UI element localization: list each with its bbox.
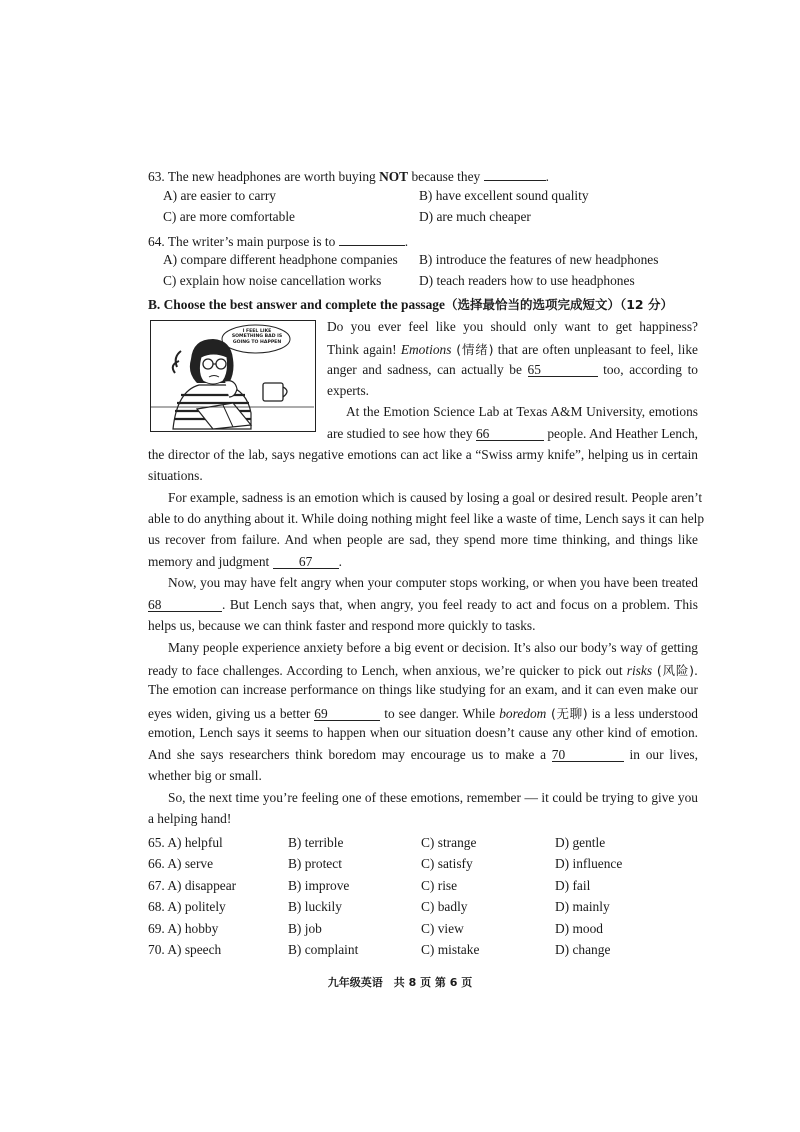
passage-gloss-boredom: (无聊): [546, 706, 588, 721]
blank-70: 70: [552, 747, 624, 762]
answer-66-option-a: 66. A) serve: [148, 856, 214, 872]
passage-line-9: For example, sadness is an emotion which is caused by losing a goal or desired result. People aren’t: [168, 490, 703, 505]
illustration-worried-reader: [150, 320, 316, 432]
passage-line-1: Do you ever feel like you should only want to get happiness?: [327, 319, 698, 334]
answer-70-option-a: 70. A) speech: [148, 942, 222, 957]
passage-line-7: the director of the lab, says negative emotions can act like a “Swiss army knife”, helping us in certain: [148, 447, 698, 462]
answer-67-option-a: 67. A) disappear: [148, 877, 237, 893]
passage-line-3: [327, 362, 698, 378]
answer-69-option-d: D) mood: [555, 920, 603, 936]
q64-option-d: D) teach readers how to use headphones: [419, 273, 635, 288]
speech-bubble-text: I FEEL LIKE SOMETHING BAD IS GOING TO HAPPEN: [231, 329, 283, 345]
passage-line-6: [327, 426, 698, 442]
answer-66-option-b: B) protect: [288, 856, 342, 872]
passage-line-10: able to do anything about it. While doing nothing might feel like a waste of time, Lench says it can help: [148, 511, 705, 526]
q64-option-a: A) compare different headphone companies: [163, 252, 398, 267]
passage-word-risks: risks: [626, 663, 653, 678]
answer-70-option-c: C) mistake: [421, 942, 480, 957]
passage-gloss-emotions: (情绪): [451, 342, 494, 357]
passage-word-boredom: boredom: [499, 706, 547, 721]
q64-option-c: C) explain how noise cancellation works: [163, 273, 382, 288]
answer-69-option-c: C) view: [421, 920, 464, 936]
passage-line-19-c: is a less understood: [587, 706, 698, 721]
passage-line-13: Now, you may have felt angry when your computer stops working, or when you have been treated: [168, 575, 698, 590]
q63-option-d: D) are much cheaper: [419, 209, 531, 224]
answer-66-option-c: C) satisfy: [421, 856, 473, 872]
passage-line-12-a: memory and judgment: [148, 554, 270, 569]
passage-line-17-a: ready to face challenges. According to Lench, when anxious, we’re quicker to pick out: [148, 663, 627, 678]
q63-option-c: C) are more comfortable: [163, 209, 295, 224]
passage-line-15: helps us, because we can think faster and respond more quickly to tasks.: [148, 618, 536, 633]
section-b-title: B. Choose the best answer and complete the passage: [148, 297, 445, 312]
question-63: [148, 166, 549, 185]
passage-word-emotions: Emotions: [400, 342, 452, 357]
q64-end: .: [404, 234, 409, 249]
passage-line-21-a: And she says researchers think boredom may encourage us to make a: [148, 747, 547, 762]
question-64: [148, 231, 408, 250]
passage-line-19-a: eyes widen, giving us a better: [148, 706, 311, 721]
blank-66: 66: [476, 426, 544, 441]
passage-line-22: whether big or small.: [148, 768, 262, 783]
passage-line-18: The emotion can increase performance on things like studying for an exam, and it can even make our: [148, 682, 698, 697]
q64-option-b: B) introduce the features of new headphones: [419, 252, 659, 267]
passage-line-11: us recover from failure. And when people are sad, they spend more time thinking, and things like: [148, 532, 698, 547]
answer-65-option-b: B) terrible: [288, 835, 344, 850]
passage-line-2-b: that are often unpleasant to feel, like: [493, 342, 698, 357]
q63-blank: [484, 166, 546, 181]
passage-line-20: emotion, Lench says it seems to happen when our situation doesn’t cause any other kind of emotion.: [148, 725, 698, 740]
passage-line-12: [148, 554, 342, 570]
answer-68-option-b: B) luckily: [288, 899, 342, 915]
passage-line-3-b: too, according to: [603, 362, 698, 377]
passage-line-2: [327, 340, 698, 358]
answer-67-option-b: B) improve: [288, 877, 350, 893]
passage-line-2-a: Think again!: [327, 342, 401, 357]
answer-68-option-c: C) badly: [421, 899, 468, 915]
q64-blank: [339, 231, 405, 246]
blank-69: 69: [314, 706, 380, 721]
answer-67-option-d: D) fail: [555, 877, 591, 893]
q64-stem: 64. The writer’s main purpose is to: [148, 234, 336, 249]
q63-option-a: A) are easier to carry: [163, 188, 277, 203]
passage-line-24: a helping hand!: [148, 811, 232, 826]
passage-line-19: [148, 704, 698, 722]
passage-line-8: situations.: [148, 468, 203, 483]
passage-line-3-a: anger and sadness, can actually be: [327, 362, 522, 377]
blank-67: 67: [273, 554, 339, 569]
passage-line-14: [148, 597, 698, 613]
answer-66-option-d: D) influence: [555, 856, 623, 872]
passage-line-21-b: in our lives,: [629, 747, 698, 762]
q63-not: NOT: [379, 169, 409, 184]
answer-65-option-a: 65. A) helpful: [148, 835, 223, 850]
q63-stem-post: because they: [408, 169, 481, 184]
passage-line-4: experts.: [327, 383, 370, 398]
blank-65: 65: [528, 362, 598, 377]
passage-line-5: At the Emotion Science Lab at Texas A&M University, emotions: [346, 404, 698, 419]
q63-stem-pre: 63. The new headphones are worth buying: [148, 169, 380, 184]
q63-option-b: B) have excellent sound quality: [419, 188, 589, 203]
answer-65-option-d: D) gentle: [555, 835, 606, 850]
answer-65-option-c: C) strange: [421, 835, 477, 850]
passage-line-19-b: to see danger. While: [384, 706, 500, 721]
answer-68-option-a: 68. A) politely: [148, 899, 226, 915]
section-b-heading: [148, 295, 673, 313]
answer-70-option-d: D) change: [555, 942, 611, 957]
q63-end: .: [545, 169, 549, 184]
passage-line-17: [148, 661, 698, 679]
passage-line-21: [148, 747, 698, 763]
answer-68-option-d: D) mainly: [555, 899, 610, 915]
passage-line-23: So, the next time you’re feeling one of these emotions, remember — it could be trying to give you: [168, 790, 698, 805]
passage-gloss-risks: (风险).: [652, 663, 698, 678]
passage-line-6-a: are studied to see how they: [327, 426, 473, 441]
passage-line-16: Many people experience anxiety before a big event or decision. It’s also our body’s way of getting: [168, 640, 698, 655]
page-footer: 九年级英语 共 8 页 第 6 页: [327, 976, 473, 989]
answer-67-option-c: C) rise: [421, 877, 458, 893]
answer-69-option-a: 69. A) hobby: [148, 920, 219, 936]
section-b-title-cn: （选择最恰当的选项完成短文）（12 分）: [444, 297, 673, 312]
passage-line-14-b: . But Lench says that, when angry, you feel ready to act and focus on a problem. This: [222, 597, 698, 612]
passage-line-12-b: .: [338, 554, 342, 569]
answer-69-option-b: B) job: [288, 920, 322, 936]
blank-68: 68: [148, 597, 222, 612]
answer-70-option-b: B) complaint: [288, 942, 359, 957]
passage-line-6-b: people. And Heather Lench,: [547, 426, 698, 441]
